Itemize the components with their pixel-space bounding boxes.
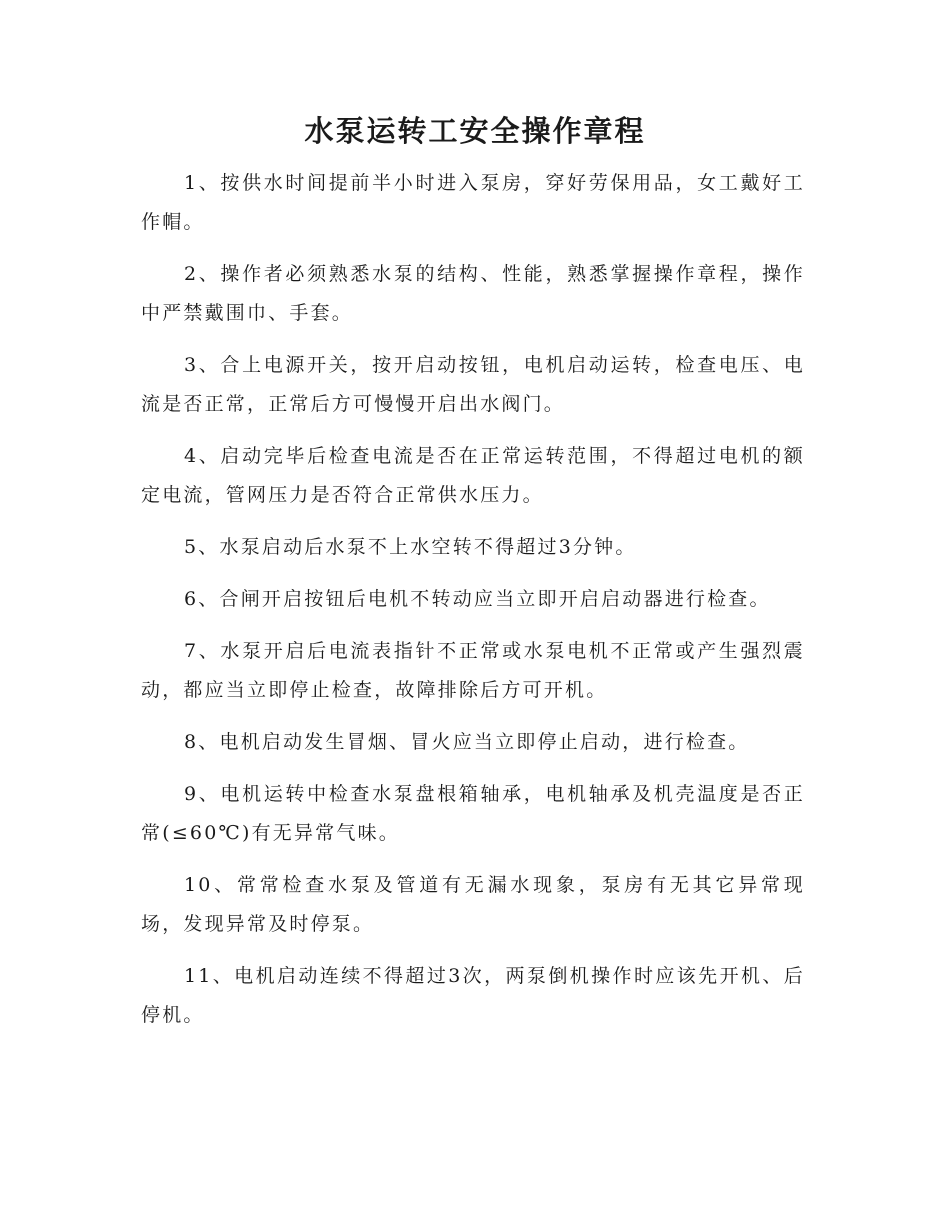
rule-paragraph-8: 8、电机启动发生冒烟、冒火应当立即停止启动，进行检查。 [184,731,750,753]
rule-paragraph-7: 7、水泵开启后电流表指针不正常或水泵电机不正常或产生强烈震动，都应当立即停止检查，故障排除后方可开机。 [141,640,805,701]
document-title: 水泵运转工安全操作章程 [304,114,646,148]
rule-paragraph-6: 6、合闸开启按钮后电机不转动应当立即开启启动器进行检查。 [184,588,771,610]
rule-paragraph-11: 11、电机启动连续不得超过3次，两泵倒机操作时应该先开机、后停机。 [141,965,805,1026]
rule-paragraph-10: 10、常常检查水泵及管道有无漏水现象，泵房有无其它异常现场，发现异常及时停泵。 [141,874,805,935]
rule-paragraph-2: 2、操作者必须熟悉水泵的结构、性能，熟悉掌握操作章程，操作中严禁戴围巾、手套。 [141,263,805,324]
rule-paragraph-3: 3、合上电源开关，按开启动按钮，电机启动运转，检查电压、电流是否正常，正常后方可慢慢开启出水阀门。 [141,354,805,415]
document-body [141,164,805,1048]
rule-paragraph-4: 4、启动完毕后检查电流是否在正常运转范围，不得超过电机的额定电流，管网压力是否符合正常供水压力。 [141,445,805,506]
rule-paragraph-5: 5、水泵启动后水泵不上水空转不得超过3分钟。 [184,536,637,558]
rule-paragraph-9: 9、电机运转中检查水泵盘根箱轴承，电机轴承及机壳温度是否正常(≤60℃)有无异常气味。 [141,783,805,844]
rule-paragraph-1: 1、按供水时间提前半小时进入泵房，穿好劳保用品，女工戴好工作帽。 [141,172,805,233]
